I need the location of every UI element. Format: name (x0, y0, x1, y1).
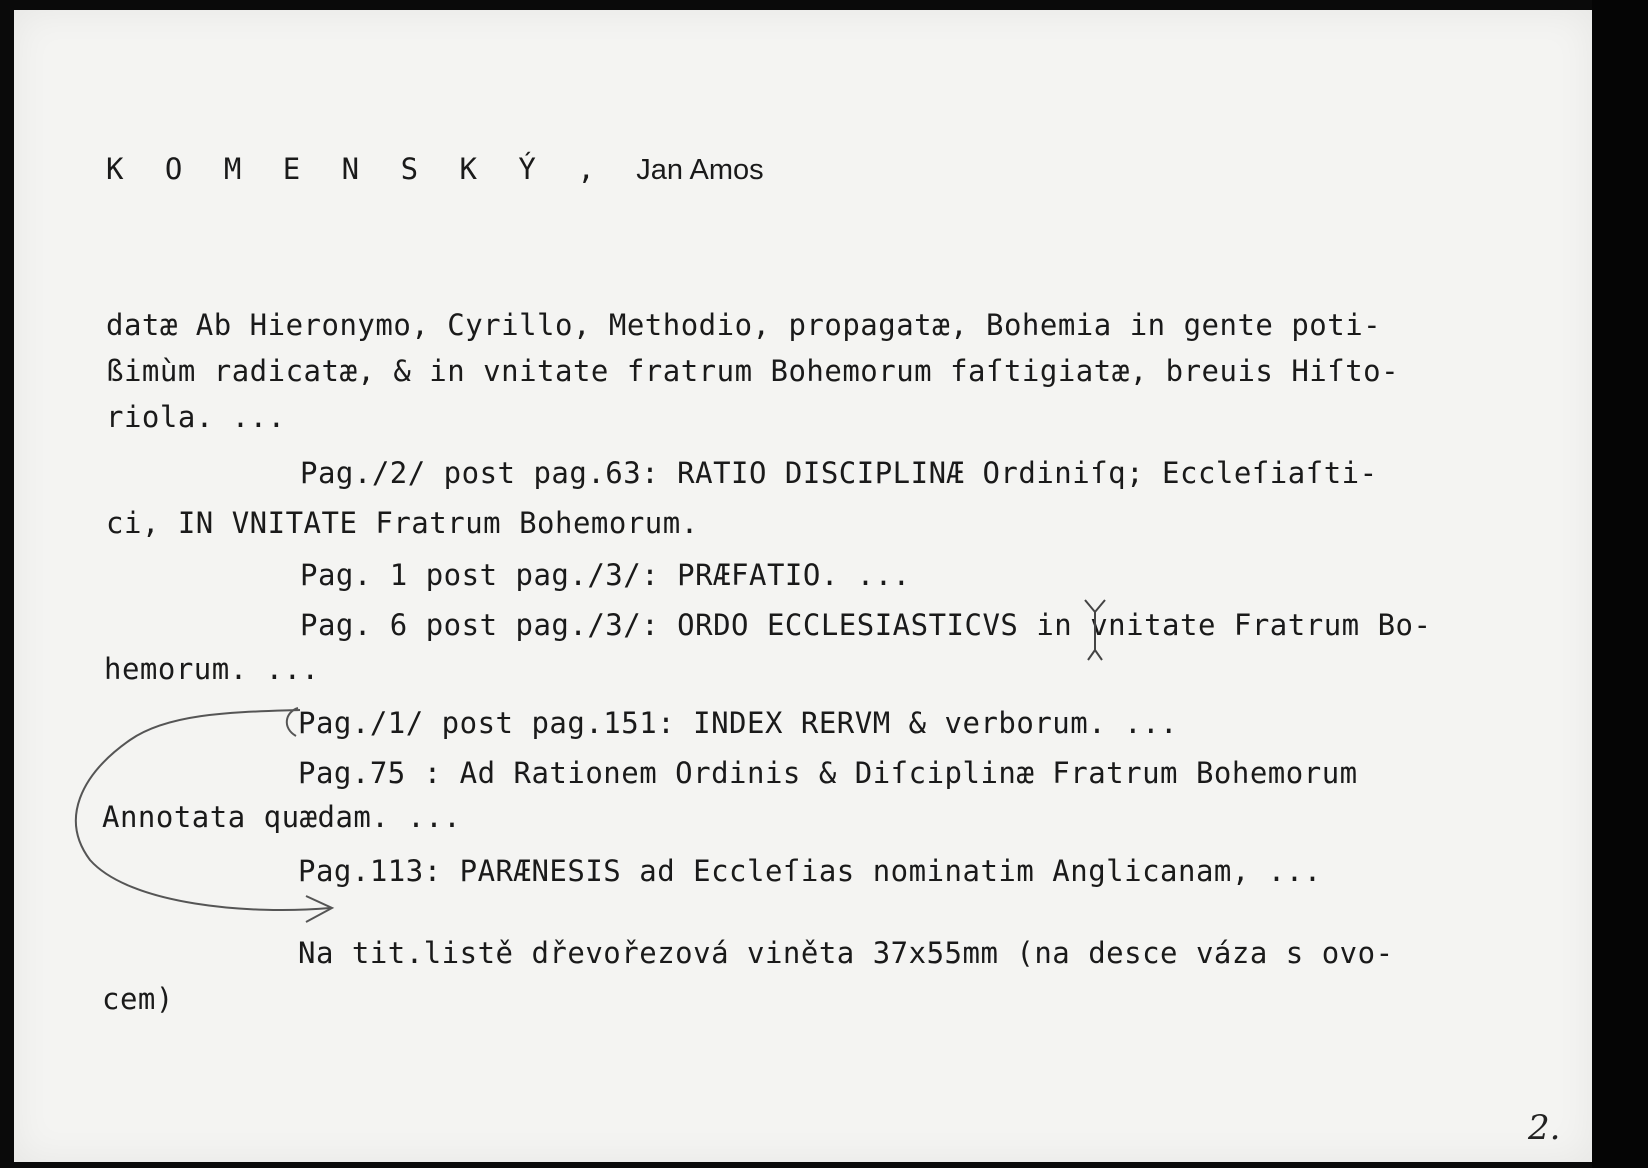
text-line: Annotata quædam. ... (102, 800, 462, 834)
text-line: Pag.113: PARÆNESIS ad Eccleſias nominatim Anglicanam, ... (298, 854, 1322, 888)
text-line: riola. ... (106, 400, 286, 434)
page-number: 2. (1528, 1108, 1561, 1148)
text-line: Pag./2/ post pag.63: RATIO DISCIPLINÆ Ordiniſq; Eccleſiaſti- (300, 456, 1378, 490)
text-line: datæ Ab Hieronymo, Cyrillo, Methodio, propagatæ, Bohemia in gente poti- (106, 308, 1382, 342)
text-line: Pag.75 : Ad Rationem Ordinis & Diſciplinæ Fratrum Bohemorum (298, 756, 1358, 790)
card-heading (106, 152, 764, 187)
scan-border (1592, 0, 1648, 1168)
heading-separator: , (547, 152, 637, 186)
text-line: Pag./1/ post pag.151: INDEX RERVM & verborum. ... (298, 706, 1179, 740)
text-line: Pag. 1 post pag./3/: PRÆFATIO. ... (300, 558, 911, 592)
text-line: ci, IN VNITATE Fratrum Bohemorum. (106, 506, 699, 540)
text-line: Na tit.listě dřevořezová viněta 37x55mm (na desce váza s ovo- (298, 936, 1394, 970)
author-given-name: Jan Amos (636, 154, 764, 186)
text-line: hemorum. ... (104, 652, 320, 686)
text-line: ßimùm radicatæ, & in vnitate fratrum Bohemorum faſtigiatæ, breuis Hiſto- (106, 354, 1400, 388)
author-surname: K O M E N S K Ý (106, 152, 548, 186)
text-line: Pag. 6 post pag./3/: ORDO ECCLESIASTICVS in vnitate Fratrum Bo- (300, 608, 1432, 642)
text-line: cem) (102, 982, 174, 1016)
